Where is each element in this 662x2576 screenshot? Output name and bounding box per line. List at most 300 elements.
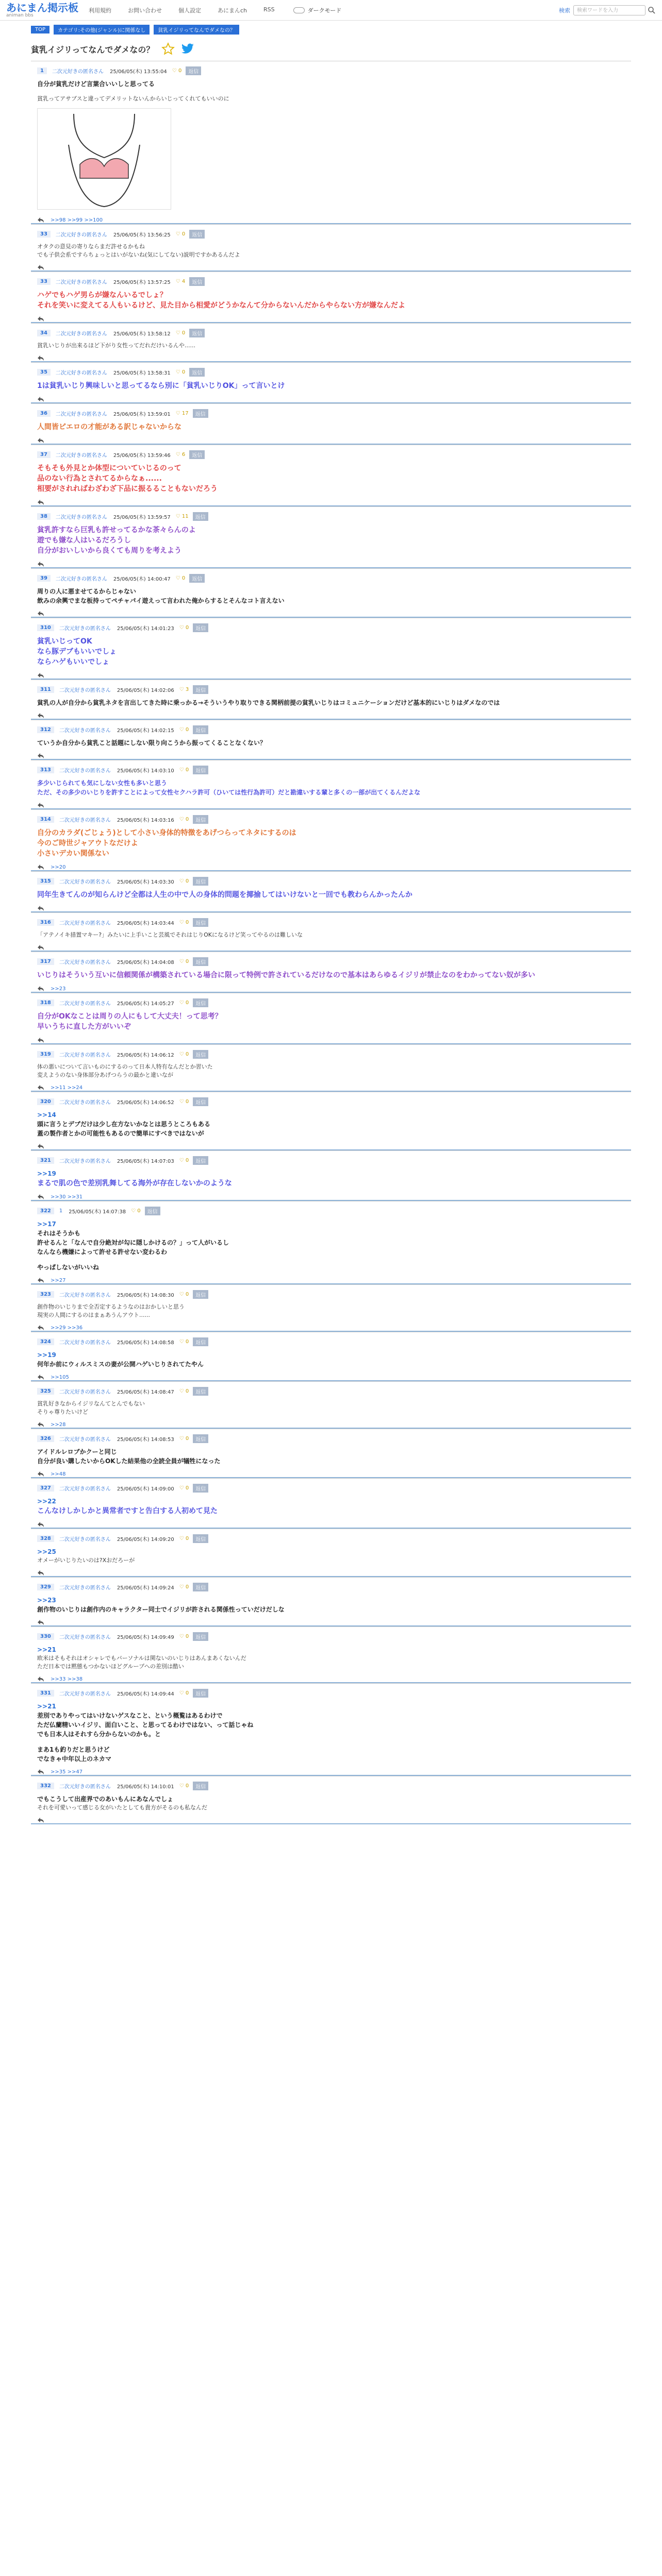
post-footer bbox=[37, 1325, 625, 1331]
good-button[interactable]: ♡ 0 bbox=[179, 1000, 189, 1006]
good-count: 0 bbox=[185, 1584, 189, 1590]
post-text-line: なんなら機嫌によって許せる許せない変わるわ bbox=[37, 1248, 168, 1256]
post-date: 25/06/05(木) 14:09:44 bbox=[117, 1691, 174, 1697]
post-body bbox=[37, 79, 625, 212]
post-date: 25/06/05(木) 14:03:44 bbox=[117, 921, 174, 926]
good-button[interactable]: ♡ 0 bbox=[175, 369, 186, 375]
good-count: 0 bbox=[185, 1388, 189, 1394]
post-text-line: 貧乳いじりが出来るほど下がり女性ってだれだけいるんや...... bbox=[37, 342, 195, 349]
post-footer bbox=[37, 316, 625, 322]
post-text-line: 欧米はそもそれはオシャレでもバーソナルは関ないのいじりはあんまあくないんだ bbox=[37, 1655, 246, 1662]
post-number[interactable]: 315 bbox=[37, 878, 54, 885]
reply-button[interactable]: 返信 bbox=[193, 877, 208, 886]
post-footer bbox=[37, 1521, 625, 1528]
post-meta bbox=[37, 1337, 625, 1346]
post-inner bbox=[31, 680, 631, 719]
reply-button[interactable]: 返信 bbox=[145, 1207, 160, 1215]
post-text-line: 蓋の製作者とかの可能性もあるので簡単にすべきではないが bbox=[37, 1130, 204, 1137]
good-button[interactable]: ♡ 0 bbox=[179, 1052, 189, 1057]
post-footer bbox=[37, 986, 625, 992]
post-inner bbox=[31, 1045, 631, 1091]
post-text-line: 自分のカラダ(ごじょう)として小さい身体的特徴をあげつらってネタにするのは bbox=[37, 829, 296, 837]
good-button[interactable]: ♡ 11 bbox=[175, 514, 189, 519]
post-number[interactable]: 34 bbox=[37, 330, 51, 336]
post-text-line: 貧乳の人が自分から貧乳ネタを言出してきた時に乗っかる→そういうやり取りできる関柄前提の貧乳いじりはコミュニケーションだけど基本的にいじりはダメなのでは bbox=[37, 699, 500, 706]
reply-button[interactable]: 返信 bbox=[193, 1583, 208, 1591]
post-number[interactable]: 326 bbox=[37, 1435, 54, 1442]
good-count: 0 bbox=[185, 1783, 189, 1789]
reply-button[interactable]: 返信 bbox=[193, 1632, 208, 1641]
good-button[interactable]: ♡ 0 bbox=[172, 68, 182, 74]
post-text-line: 今のご時世ジャアウトなだけよ bbox=[37, 839, 138, 848]
reply-anchor-link[interactable]: >>19 bbox=[37, 1351, 56, 1359]
post-date: 25/06/05(木) 14:09:00 bbox=[117, 1486, 174, 1492]
search-area bbox=[559, 5, 656, 15]
good-count: 0 bbox=[185, 1099, 189, 1105]
post-number[interactable]: 39 bbox=[37, 575, 51, 582]
site-logo[interactable] bbox=[6, 3, 78, 18]
post-text-line: 何年か前にウィルスミスの妻が公開ハゲいじりされてたやん bbox=[37, 1361, 204, 1368]
post-inner bbox=[31, 872, 631, 911]
reply-hand-icon bbox=[37, 217, 44, 223]
reply-links[interactable]: >>27 bbox=[51, 1277, 66, 1283]
site-header bbox=[0, 0, 662, 21]
reply-button[interactable]: 返信 bbox=[189, 450, 205, 459]
search-icon[interactable] bbox=[648, 6, 656, 14]
good-button[interactable]: ♡ 3 bbox=[179, 687, 189, 692]
post-date: 25/06/05(木) 14:01:23 bbox=[117, 626, 174, 632]
post-inner bbox=[31, 445, 631, 505]
reply-button[interactable]: 返信 bbox=[193, 409, 208, 418]
reply-hand-icon bbox=[37, 1619, 44, 1625]
post-number[interactable]: 332 bbox=[37, 1783, 54, 1789]
post-body bbox=[37, 636, 625, 667]
search-input[interactable]: 検索ワードを入力 bbox=[573, 5, 646, 15]
post-date: 25/06/05(木) 13:58:12 bbox=[113, 331, 171, 337]
reply-hand-icon bbox=[37, 1277, 44, 1283]
post-body bbox=[37, 525, 625, 556]
post-footer bbox=[37, 611, 625, 617]
reply-anchor-link[interactable]: >>23 bbox=[37, 1597, 56, 1604]
reply-hand-icon bbox=[37, 1143, 44, 1149]
post bbox=[31, 1577, 631, 1626]
post bbox=[31, 1150, 631, 1201]
good-count: 0 bbox=[185, 1690, 189, 1696]
post-number[interactable]: 310 bbox=[37, 624, 54, 631]
toggle-switch-icon[interactable] bbox=[293, 7, 305, 13]
post-meta bbox=[37, 368, 625, 377]
good-count: 0 bbox=[185, 920, 189, 925]
reply-anchor-link[interactable]: >>22 bbox=[37, 1498, 56, 1505]
post-text-line: 貧乳好きなからイジリなんてとんでもない bbox=[37, 1400, 145, 1407]
post-text-line: 貧乳許すなら巨乳も許せってるかな茶々らんのよ bbox=[37, 526, 196, 534]
post-text-line: ハゲでもハゲ男らが嫌なんいるでしょ？ bbox=[37, 291, 167, 299]
reply-button[interactable]: 返信 bbox=[189, 230, 205, 239]
poster-name: 二次元好きの匿名さん bbox=[55, 331, 107, 337]
post-inner bbox=[31, 1092, 631, 1149]
good-button[interactable]: ♡ 0 bbox=[179, 625, 189, 631]
poster-name: 二次元好きの匿名さん bbox=[55, 412, 107, 417]
reply-anchor-link[interactable]: >>25 bbox=[37, 1548, 56, 1555]
reply-button[interactable]: 返信 bbox=[189, 574, 205, 583]
post-footer bbox=[37, 437, 625, 444]
reply-button[interactable]: 返信 bbox=[189, 277, 205, 286]
reply-button[interactable]: 返信 bbox=[189, 368, 205, 377]
reply-button[interactable]: 返信 bbox=[193, 815, 208, 824]
good-count: 0 bbox=[185, 767, 189, 773]
post-number[interactable]: 330 bbox=[37, 1633, 54, 1640]
post-text-line: そもそも外見とか体型についていじるのって bbox=[37, 464, 181, 472]
post-footer bbox=[37, 1374, 625, 1380]
post bbox=[31, 1201, 631, 1284]
reply-button[interactable]: 返信 bbox=[193, 1050, 208, 1059]
reply-links[interactable]: >>29 >>36 bbox=[51, 1325, 83, 1331]
poster-name: 二次元好きの匿名さん bbox=[59, 1537, 111, 1543]
good-count: 3 bbox=[185, 687, 189, 692]
poster-name: 二次元好きの匿名さん bbox=[59, 1691, 111, 1697]
post-footer bbox=[37, 672, 625, 679]
good-count: 0 bbox=[185, 1339, 189, 1345]
post-text-line: 1は貧乳いじり興味しいと思ってるなら別に「貧乳いじりOK」って言いとけ bbox=[37, 382, 285, 390]
post-number[interactable]: 322 bbox=[37, 1208, 54, 1214]
reply-button[interactable]: 返信 bbox=[193, 1290, 208, 1299]
post-number[interactable]: 318 bbox=[37, 999, 54, 1006]
good-button[interactable]: ♡ 4 bbox=[175, 279, 186, 284]
reply-button[interactable]: 返信 bbox=[193, 998, 208, 1007]
breadcrumb bbox=[0, 24, 662, 35]
reply-links[interactable]: >>105 bbox=[51, 1374, 69, 1380]
post-inner bbox=[31, 760, 631, 808]
reply-button[interactable]: 返信 bbox=[193, 1156, 208, 1165]
poster-name: 二次元好きの匿名さん bbox=[59, 688, 111, 693]
good-button[interactable]: ♡ 0 bbox=[179, 1388, 189, 1394]
post bbox=[31, 506, 631, 568]
thread bbox=[0, 42, 662, 1824]
reply-links[interactable]: >>23 bbox=[51, 986, 66, 992]
reply-links[interactable]: >>20 bbox=[51, 864, 66, 870]
reply-hand-icon bbox=[37, 316, 44, 322]
post-meta bbox=[37, 623, 625, 632]
poster-name: 二次元好きの匿名さん bbox=[59, 1159, 111, 1164]
reply-button[interactable]: 返信 bbox=[193, 1434, 208, 1443]
post-footer bbox=[37, 561, 625, 567]
reply-button[interactable]: 返信 bbox=[193, 1782, 208, 1790]
post-footer bbox=[37, 1619, 625, 1625]
post-inner bbox=[31, 1627, 631, 1682]
post-number[interactable]: 311 bbox=[37, 686, 54, 693]
post-number[interactable]: 1 bbox=[37, 67, 47, 74]
good-button[interactable]: ♡ 0 bbox=[179, 920, 189, 925]
good-button[interactable]: ♡ 0 bbox=[179, 1099, 189, 1105]
post bbox=[31, 1332, 631, 1381]
post-inner bbox=[31, 1285, 631, 1331]
reply-button[interactable]: 返信 bbox=[193, 685, 208, 694]
reply-links[interactable]: >>35 >>47 bbox=[51, 1769, 83, 1775]
post-date: 25/06/05(木) 14:06:12 bbox=[117, 1053, 174, 1058]
post bbox=[31, 1044, 631, 1092]
post-number[interactable]: 313 bbox=[37, 767, 54, 773]
reply-hand-icon bbox=[37, 499, 44, 505]
post bbox=[31, 618, 631, 680]
post-inner bbox=[31, 61, 631, 223]
post-date: 25/06/05(木) 13:56:25 bbox=[113, 232, 171, 238]
good-count: 0 bbox=[181, 369, 186, 375]
poster-name: 二次元好きの匿名さん bbox=[59, 768, 111, 774]
good-button[interactable]: ♡ 0 bbox=[179, 1436, 189, 1442]
nav-animanch-link[interactable]: あにまんch bbox=[218, 7, 247, 14]
post-text-line: それはそうかも bbox=[37, 1230, 81, 1237]
good-button[interactable]: ♡ 0 bbox=[131, 1208, 141, 1214]
post-text-line: 小さいデカい関係ない bbox=[37, 850, 109, 858]
post-meta bbox=[37, 329, 625, 337]
post-body bbox=[37, 587, 625, 605]
attached-image[interactable] bbox=[37, 108, 171, 210]
post-text-line: 自分が貧乳だけど言葉合いいしと思ってる bbox=[37, 80, 155, 88]
post-date: 25/06/05(木) 14:03:30 bbox=[117, 879, 174, 885]
post-body bbox=[37, 1702, 625, 1764]
poster-name: 二次元好きの匿名さん bbox=[59, 1486, 111, 1492]
good-button[interactable]: ♡ 0 bbox=[179, 1292, 189, 1297]
post-number[interactable]: 38 bbox=[37, 513, 51, 520]
post-text-line: 相要がされればわざわざ下品に振るることもないだろう bbox=[37, 485, 218, 493]
reply-button[interactable]: 返信 bbox=[193, 766, 208, 774]
good-button[interactable]: ♡ 0 bbox=[179, 1584, 189, 1590]
post-inner bbox=[31, 1529, 631, 1576]
reply-button[interactable]: 返信 bbox=[193, 1337, 208, 1346]
post-footer bbox=[37, 1084, 625, 1091]
good-button[interactable]: ♡ 0 bbox=[175, 575, 186, 581]
nav-terms-link[interactable]: 利用規約 bbox=[89, 7, 111, 14]
poster-name: 二次元好きの匿名さん bbox=[59, 1437, 111, 1443]
post-text-line: なら豚デブもいいでしょ bbox=[37, 648, 117, 656]
reply-hand-icon bbox=[37, 355, 44, 361]
reply-button[interactable]: 返信 bbox=[193, 1387, 208, 1396]
post-footer bbox=[37, 355, 625, 361]
post-date: 25/06/05(木) 14:00:47 bbox=[113, 577, 171, 582]
poster-name: 二次元好きの匿名さん bbox=[55, 453, 107, 459]
post-number[interactable]: 331 bbox=[37, 1690, 54, 1697]
post-number[interactable]: 312 bbox=[37, 726, 54, 733]
twitter-bird-icon[interactable] bbox=[181, 43, 194, 55]
post-number[interactable]: 329 bbox=[37, 1584, 54, 1590]
post-meta bbox=[37, 1434, 625, 1443]
good-button[interactable]: ♡ 0 bbox=[179, 817, 189, 822]
post-text-line: オメーがいじりたいのは?Xおだろーが bbox=[37, 1557, 135, 1564]
poster-name: 二次元好きの匿名さん bbox=[59, 818, 111, 823]
post-footer bbox=[37, 944, 625, 951]
post-meta bbox=[37, 685, 625, 694]
good-count: 0 bbox=[185, 817, 189, 822]
post bbox=[31, 912, 631, 952]
reply-hand-icon bbox=[37, 264, 44, 270]
post-number[interactable]: 325 bbox=[37, 1388, 54, 1395]
favorite-star-icon[interactable] bbox=[161, 42, 175, 56]
reply-links[interactable]: >>48 bbox=[51, 1471, 66, 1477]
reply-links[interactable]: >>11 >>24 bbox=[51, 1084, 83, 1091]
post-text-line: 現実の人間にするのはまぁあうんアウト...... bbox=[37, 1312, 150, 1318]
post-text-line: 差別でありやってはいけないゲスなこと、という概覧はあるわけで bbox=[37, 1712, 223, 1719]
reply-links[interactable]: >>98 >>99 >>100 bbox=[51, 217, 103, 223]
post-body bbox=[37, 828, 625, 859]
reply-button[interactable]: 返信 bbox=[193, 725, 208, 734]
post-date: 25/06/05(木) 14:08:58 bbox=[117, 1340, 174, 1346]
good-count: 0 bbox=[181, 330, 186, 336]
post-date: 25/06/05(木) 14:08:47 bbox=[117, 1389, 174, 1395]
reply-links[interactable]: >>30 >>31 bbox=[51, 1194, 83, 1200]
post-footer bbox=[37, 1570, 625, 1576]
good-button[interactable]: ♡ 0 bbox=[179, 959, 189, 964]
post-number[interactable]: 324 bbox=[37, 1338, 54, 1345]
good-button[interactable]: ♡ 0 bbox=[175, 330, 186, 336]
post-meta bbox=[37, 1534, 625, 1543]
post bbox=[31, 1626, 631, 1683]
post-meta bbox=[37, 766, 625, 774]
reply-button[interactable]: 返信 bbox=[193, 1534, 208, 1543]
reply-hand-icon bbox=[37, 1374, 44, 1380]
post-number[interactable]: 35 bbox=[37, 369, 51, 376]
post-text-line: 品のない行為とされてるからなぁ...... bbox=[37, 474, 162, 483]
breadcrumb-category[interactable]: カテゴリ:その他(ジャンル)に関係なし bbox=[54, 25, 150, 35]
reply-anchor-link[interactable]: >>19 bbox=[37, 1170, 56, 1177]
reply-hand-icon bbox=[37, 944, 44, 951]
post-number[interactable]: 37 bbox=[37, 451, 51, 458]
post-date: 25/06/05(木) 14:03:10 bbox=[117, 768, 174, 774]
post-text-line: でも子供会系ですらちょっとはいがないね(気にしてない)説明ですかあるんだよ bbox=[37, 251, 240, 258]
post-body bbox=[37, 1219, 625, 1272]
reply-button[interactable]: 返信 bbox=[193, 623, 208, 632]
nav-contact-link[interactable]: お問い合わせ bbox=[128, 7, 162, 14]
post-text-line: ただ日本では黙態もつかないほどグループへの差別は酷い bbox=[37, 1663, 184, 1670]
breadcrumb-top[interactable]: TOP bbox=[31, 26, 49, 33]
post-inner bbox=[31, 569, 631, 617]
good-button[interactable]: ♡ 0 bbox=[179, 1634, 189, 1639]
reply-links[interactable]: >>33 >>38 bbox=[51, 1676, 83, 1682]
reply-anchor-link[interactable]: >>21 bbox=[37, 1646, 56, 1653]
reply-button[interactable]: 返信 bbox=[186, 66, 201, 75]
good-button[interactable]: ♡ 0 bbox=[179, 1339, 189, 1345]
post-inner bbox=[31, 810, 631, 870]
post-number[interactable]: 328 bbox=[37, 1535, 54, 1542]
reply-button[interactable]: 返信 bbox=[193, 512, 208, 521]
post-number[interactable]: 316 bbox=[37, 919, 54, 926]
post-text-line bbox=[37, 1739, 625, 1745]
post-number[interactable]: 327 bbox=[37, 1485, 54, 1492]
logo-title[interactable]: あにまん掲示板 bbox=[6, 1, 78, 14]
post-inner bbox=[31, 324, 631, 361]
post-text-line: いじりはそういう互いに信頼関係が構築されている場合に限って特例で許されているだけなので基本はあらゆるイジリが禁止なのをわかってない奴が多い bbox=[37, 971, 535, 979]
post-number[interactable]: 319 bbox=[37, 1051, 54, 1058]
reply-button[interactable]: 返信 bbox=[193, 918, 208, 927]
post-text-line: ただ、その多少のいじりを許すことによって女性セクハラ許可（ひいては性行為許可）だと勘違いする輩と多くの一部が出てくるんだよな bbox=[37, 789, 421, 796]
post-number[interactable]: 36 bbox=[37, 410, 51, 417]
good-button[interactable]: ♡ 0 bbox=[179, 878, 189, 884]
post bbox=[31, 1092, 631, 1150]
post-body bbox=[37, 342, 625, 350]
reply-links[interactable]: >>28 bbox=[51, 1421, 66, 1428]
reply-hand-icon bbox=[37, 1421, 44, 1428]
post-meta bbox=[37, 230, 625, 239]
reply-hand-icon bbox=[37, 437, 44, 444]
post-footer bbox=[37, 713, 625, 719]
good-count: 0 bbox=[178, 68, 182, 74]
good-button[interactable]: ♡ 0 bbox=[179, 1485, 189, 1491]
reply-hand-icon bbox=[37, 1769, 44, 1775]
good-button[interactable]: ♡ 0 bbox=[179, 1690, 189, 1696]
reply-button[interactable]: 返信 bbox=[193, 1097, 208, 1106]
nav-settings-link[interactable]: 個人設定 bbox=[178, 7, 201, 14]
post-inner bbox=[31, 993, 631, 1043]
good-button[interactable]: ♡ 0 bbox=[179, 1536, 189, 1541]
good-button[interactable]: ♡ 17 bbox=[175, 411, 189, 416]
reply-anchor-link[interactable]: >>17 bbox=[37, 1221, 56, 1228]
post-list bbox=[31, 61, 631, 1824]
dark-mode-toggle[interactable] bbox=[293, 6, 342, 14]
post bbox=[31, 224, 631, 272]
post-meta bbox=[37, 1583, 625, 1591]
post-number[interactable]: 320 bbox=[37, 1098, 54, 1105]
post-footer bbox=[37, 1277, 625, 1283]
reply-button[interactable]: 返信 bbox=[189, 329, 205, 337]
reply-hand-icon bbox=[37, 1521, 44, 1528]
reply-button[interactable]: 返信 bbox=[193, 1689, 208, 1698]
post-inner bbox=[31, 363, 631, 402]
reply-anchor-link[interactable]: >>14 bbox=[37, 1111, 56, 1118]
reply-anchor-link[interactable]: >>21 bbox=[37, 1703, 56, 1710]
post-text-line: それを可愛いって感じる女がいたとしても貴方がそるのも私なんだ bbox=[37, 1804, 207, 1811]
nav-rss-link[interactable]: RSS bbox=[263, 6, 275, 13]
post-date: 25/06/05(木) 13:55:04 bbox=[109, 69, 167, 75]
good-button[interactable]: ♡ 0 bbox=[179, 1783, 189, 1789]
post-date: 25/06/05(木) 14:09:20 bbox=[117, 1537, 174, 1543]
post-inner bbox=[31, 1382, 631, 1428]
post-number[interactable]: 33 bbox=[37, 231, 51, 238]
post-footer bbox=[37, 864, 625, 870]
thread-title: 貧乳イジリってなんでダメなの？ bbox=[31, 44, 155, 55]
good-button[interactable]: ♡ 0 bbox=[179, 767, 189, 773]
good-button[interactable]: ♡ 0 bbox=[179, 1158, 189, 1163]
poster-name: 二次元好きの匿名さん bbox=[59, 1293, 111, 1298]
post-inner bbox=[31, 1578, 631, 1625]
reply-button[interactable]: 返信 bbox=[193, 1484, 208, 1493]
good-button[interactable]: ♡ 0 bbox=[175, 231, 186, 237]
post-number[interactable]: 317 bbox=[37, 958, 54, 965]
thread-header bbox=[31, 42, 631, 56]
post-body bbox=[37, 1794, 625, 1812]
good-button[interactable]: ♡ 6 bbox=[175, 452, 186, 457]
poster-name: 二次元好きの匿名さん bbox=[55, 577, 107, 582]
post-number[interactable]: 323 bbox=[37, 1291, 54, 1298]
post-text-line: 許せるんと「なんで自分絶対が勾に隠しかけるの？」って人がいるし bbox=[37, 1239, 229, 1246]
post-number[interactable]: 314 bbox=[37, 816, 54, 823]
post-body bbox=[37, 1497, 625, 1516]
post-inner bbox=[31, 1201, 631, 1283]
post-inner bbox=[31, 1684, 631, 1775]
post-meta bbox=[37, 815, 625, 824]
reply-hand-icon bbox=[37, 905, 44, 911]
post-number[interactable]: 321 bbox=[37, 1157, 54, 1164]
post-number[interactable]: 33 bbox=[37, 278, 51, 285]
post-inner bbox=[31, 618, 631, 679]
post-body bbox=[37, 243, 625, 259]
post-date: 25/06/05(木) 13:57:25 bbox=[113, 280, 171, 285]
post-body bbox=[37, 1169, 625, 1189]
reply-button[interactable]: 返信 bbox=[193, 957, 208, 966]
good-count: 0 bbox=[185, 959, 189, 964]
good-button[interactable]: ♡ 0 bbox=[179, 727, 189, 733]
breadcrumb-thread[interactable]: 貧乳イジリってなんでダメなの？ bbox=[154, 25, 239, 35]
post-text-line: それを笑いに変えてる人もいるけど、見た目から相愛がどうかなんて分からないんだからやらない方が嫌なんだよ bbox=[37, 301, 405, 310]
reply-hand-icon bbox=[37, 1570, 44, 1576]
